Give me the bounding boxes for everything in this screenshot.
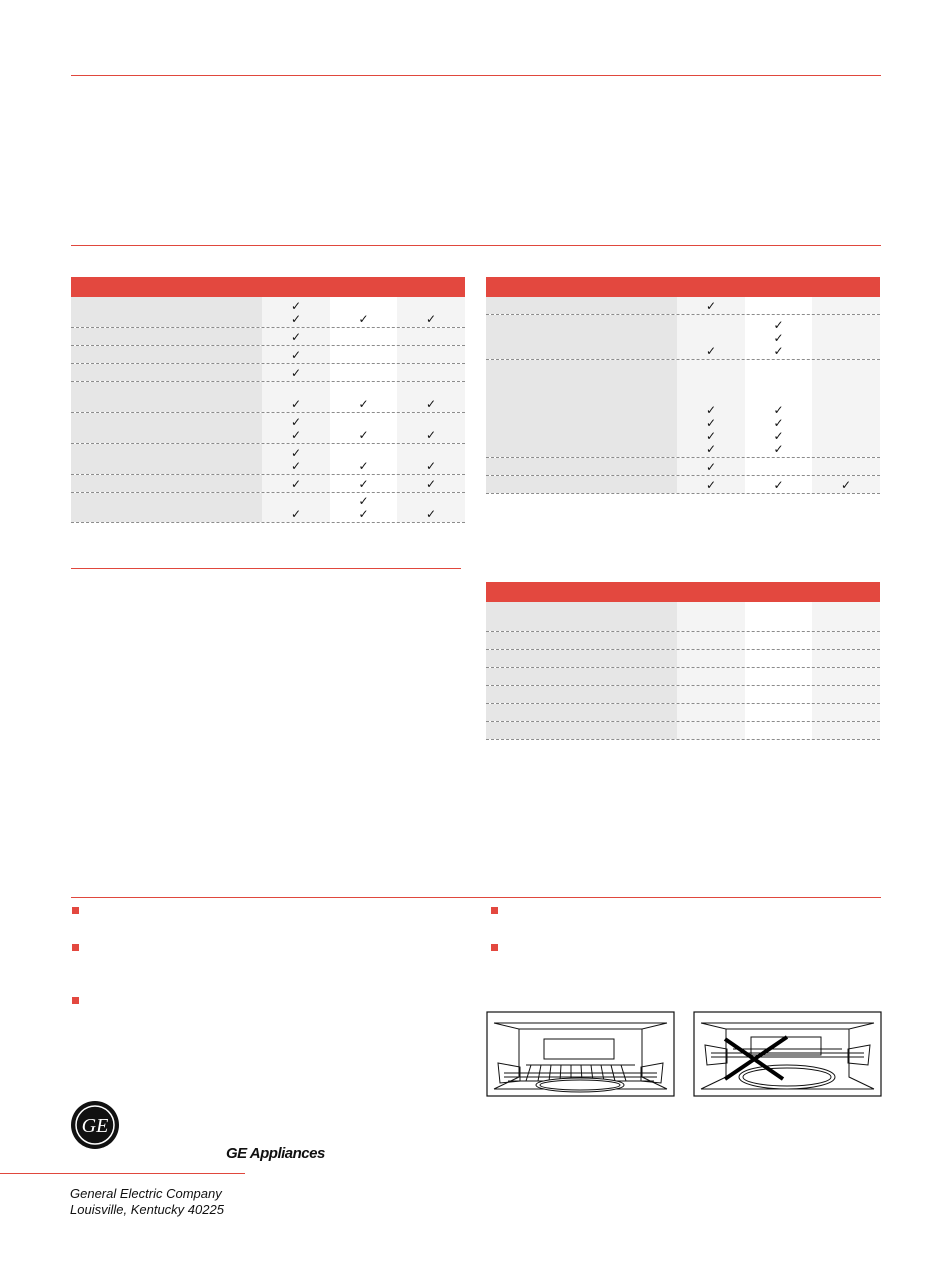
check-icon: ✓ — [425, 507, 437, 521]
table-cell-c — [397, 346, 465, 363]
table-cell-b — [745, 315, 812, 359]
table-cell-label — [71, 328, 262, 345]
table-cell-a — [677, 476, 745, 493]
check-icon: ✓ — [358, 507, 369, 521]
table-cell-a — [262, 493, 330, 522]
table-cell-a — [677, 632, 745, 649]
check-icon: ✓ — [773, 318, 784, 332]
table-row — [71, 444, 465, 475]
check-icon: ✓ — [705, 478, 717, 492]
company-address — [70, 1186, 224, 1218]
table-cell-b — [330, 493, 397, 522]
bullet-marker — [491, 944, 498, 951]
bullet-marker — [72, 944, 79, 951]
check-icon: ✓ — [773, 344, 784, 358]
check-icon: ✓ — [358, 494, 369, 508]
table-cell-label — [71, 382, 262, 412]
check-icon: ✓ — [773, 331, 784, 345]
table-row — [71, 346, 465, 364]
svg-text:GE: GE — [81, 1115, 109, 1137]
table-cell-a — [677, 668, 745, 685]
table-cell-a — [677, 704, 745, 721]
table-cell-label — [486, 686, 677, 703]
check-icon: ✓ — [290, 415, 302, 429]
table-cell-b — [330, 444, 397, 474]
check-icon: ✓ — [705, 403, 717, 417]
table-cell-c — [812, 632, 880, 649]
table-cell-b — [745, 722, 812, 739]
oven-diagram-incorrect — [693, 1011, 882, 1097]
table-cell-a — [677, 650, 745, 667]
check-icon: ✓ — [290, 348, 302, 362]
check-icon: ✓ — [773, 403, 784, 417]
table-cell-label — [71, 297, 262, 327]
check-icon: ✓ — [358, 477, 369, 491]
table-cell-a — [262, 444, 330, 474]
table-cell-c — [812, 704, 880, 721]
table-cell-c — [812, 458, 880, 475]
table-cell-a — [262, 328, 330, 345]
table-row — [486, 315, 880, 360]
check-icon: ✓ — [425, 397, 437, 411]
table-row — [71, 382, 465, 413]
table-cell-a — [677, 686, 745, 703]
address-line-1: General Electric Company — [70, 1186, 222, 1201]
table-cell-b — [330, 413, 397, 443]
table-cell-c — [812, 602, 880, 631]
table-cell-c — [812, 476, 880, 493]
bullet-marker — [72, 997, 79, 1004]
section-rule-notes — [71, 897, 881, 898]
table-cell-c — [397, 328, 465, 345]
table-cell-b — [745, 297, 812, 314]
table-cell-c — [812, 668, 880, 685]
table-cell-c — [397, 297, 465, 327]
check-icon: ✓ — [425, 312, 437, 326]
table-cell-b — [745, 704, 812, 721]
table-cell-b — [330, 346, 397, 363]
table-cell-a — [677, 315, 745, 359]
table-cell-a — [262, 364, 330, 381]
table-row — [486, 602, 880, 632]
check-icon: ✓ — [290, 459, 302, 473]
table-row — [486, 668, 880, 686]
table-cell-b — [330, 382, 397, 412]
table-cell-label — [486, 297, 677, 314]
table-row — [486, 360, 880, 458]
check-icon: ✓ — [358, 428, 369, 442]
table-cell-b — [745, 668, 812, 685]
check-icon: ✓ — [840, 478, 852, 492]
table-cell-label — [486, 722, 677, 739]
table-cell-b — [745, 602, 812, 631]
check-icon: ✓ — [705, 344, 717, 358]
table-row — [486, 632, 880, 650]
table-cell-a — [677, 360, 745, 457]
table-cell-label — [71, 493, 262, 522]
table-row — [71, 493, 465, 523]
check-icon: ✓ — [290, 507, 302, 521]
table-cell-c — [397, 444, 465, 474]
table-cell-label — [486, 650, 677, 667]
check-icon: ✓ — [290, 477, 302, 491]
table-cell-a — [677, 458, 745, 475]
features-table-right — [486, 277, 880, 494]
address-line-2: Louisville, Kentucky 40225 — [70, 1202, 224, 1217]
check-icon: ✓ — [705, 460, 717, 474]
check-icon: ✓ — [290, 330, 302, 344]
table-cell-c — [397, 364, 465, 381]
table-cell-label — [71, 413, 262, 443]
table-cell-label — [486, 632, 677, 649]
check-icon: ✓ — [425, 459, 437, 473]
table-row — [486, 297, 880, 315]
table-cell-label — [486, 704, 677, 721]
table-header — [71, 277, 465, 297]
check-icon: ✓ — [773, 429, 784, 443]
table-cell-label — [71, 475, 262, 492]
table-cell-c — [812, 650, 880, 667]
table-row — [71, 364, 465, 382]
table-cell-b — [745, 686, 812, 703]
check-icon: ✓ — [290, 428, 302, 442]
table-cell-a — [262, 382, 330, 412]
check-icon: ✓ — [705, 429, 717, 443]
table-cell-b — [745, 476, 812, 493]
section-rule-top — [71, 75, 881, 76]
oven-diagram-correct — [486, 1011, 675, 1097]
table-cell-c — [812, 297, 880, 314]
table-header — [486, 277, 880, 297]
table-row — [486, 704, 880, 722]
table-cell-b — [745, 632, 812, 649]
table-cell-label — [486, 360, 677, 457]
table-row — [486, 686, 880, 704]
table-cell-b — [330, 475, 397, 492]
table-row — [71, 475, 465, 493]
table-cell-label — [486, 458, 677, 475]
table-cell-c — [397, 382, 465, 412]
check-icon: ✓ — [290, 397, 302, 411]
table-cell-b — [745, 650, 812, 667]
table-cell-c — [397, 475, 465, 492]
table-cell-c — [812, 722, 880, 739]
table-row — [486, 458, 880, 476]
table-cell-a — [262, 413, 330, 443]
table-cell-a — [262, 346, 330, 363]
table-cell-c — [812, 360, 880, 457]
check-icon: ✓ — [773, 416, 784, 430]
check-icon: ✓ — [358, 459, 369, 473]
bullet-marker — [491, 907, 498, 914]
table-cell-c — [812, 315, 880, 359]
check-icon: ✓ — [290, 312, 302, 326]
brand-name: GE Appliances — [226, 1145, 325, 1162]
check-icon: ✓ — [358, 397, 369, 411]
table-row — [71, 297, 465, 328]
table-cell-b — [330, 297, 397, 327]
table-cell-a — [677, 602, 745, 631]
table-row — [486, 722, 880, 740]
check-icon: ✓ — [425, 477, 437, 491]
table-cell-c — [812, 686, 880, 703]
check-icon: ✓ — [425, 428, 437, 442]
table-cell-label — [486, 668, 677, 685]
table-cell-a — [262, 297, 330, 327]
table-row — [486, 650, 880, 668]
bullet-marker — [72, 907, 79, 914]
table-cell-c — [397, 413, 465, 443]
table-cell-label — [71, 346, 262, 363]
table-cell-b — [745, 360, 812, 457]
table-cell-a — [677, 297, 745, 314]
table-cell-a — [677, 722, 745, 739]
table-cell-label — [486, 602, 677, 631]
table-cell-label — [71, 444, 262, 474]
table-row — [71, 413, 465, 444]
specs-table — [486, 582, 880, 740]
table-cell-b — [330, 328, 397, 345]
check-icon: ✓ — [290, 299, 302, 313]
section-rule-specs — [71, 568, 461, 569]
table-cell-label — [71, 364, 262, 381]
table-row — [71, 328, 465, 346]
table-cell-a — [262, 475, 330, 492]
table-row — [486, 476, 880, 494]
check-icon: ✓ — [773, 478, 784, 492]
check-icon: ✓ — [773, 442, 784, 456]
table-cell-b — [745, 458, 812, 475]
table-cell-label — [486, 315, 677, 359]
check-icon: ✓ — [705, 442, 717, 456]
check-icon: ✓ — [705, 299, 717, 313]
table-header — [486, 582, 880, 602]
check-icon: ✓ — [705, 416, 717, 430]
table-cell-b — [330, 364, 397, 381]
table-cell-c — [397, 493, 465, 522]
ge-monogram-icon — [70, 1100, 120, 1150]
check-icon: ✓ — [290, 366, 302, 380]
table-cell-label — [486, 476, 677, 493]
footer-rule — [0, 1173, 245, 1174]
check-icon: ✓ — [290, 446, 302, 460]
features-table-left — [71, 277, 465, 523]
section-rule-features — [71, 245, 881, 246]
check-icon: ✓ — [358, 312, 369, 326]
